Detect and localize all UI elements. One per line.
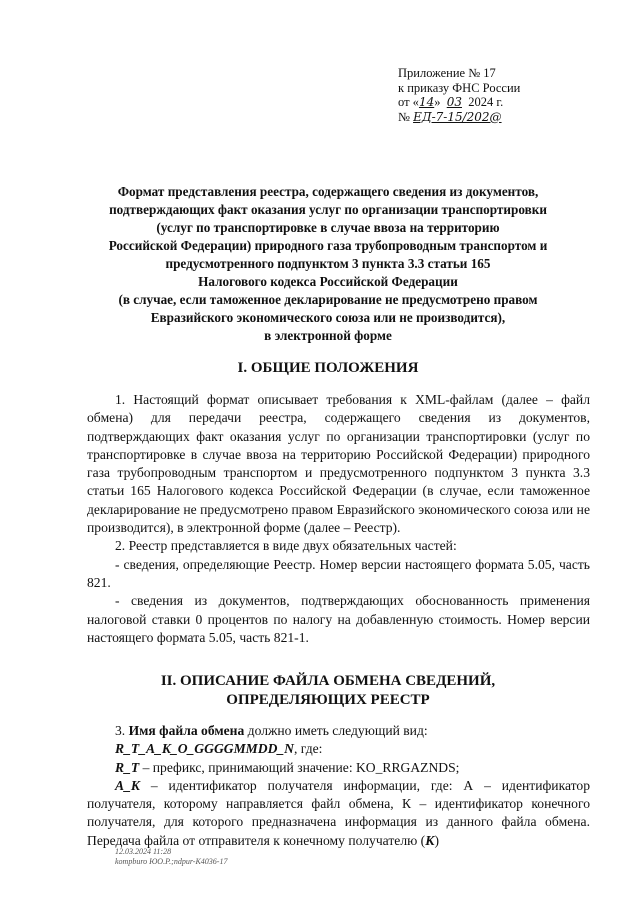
- appendix-date-day: 14: [418, 95, 435, 109]
- term-filename: Имя файла обмена: [128, 723, 245, 738]
- section2-body: [87, 722, 590, 850]
- section1-heading: I. ОБЩИЕ ПОЛОЖЕНИЯ: [237, 360, 419, 376]
- section2-heading: [70, 672, 586, 710]
- title-line: Российской Федерации) природного газа трубопроводным транспортом и: [108, 238, 548, 253]
- title-line: в электронной форме: [264, 328, 392, 343]
- title-line: (услуг по транспортировке в случае ввоза на территорию: [156, 220, 500, 235]
- section1-body: [87, 391, 590, 647]
- paragraph: 3. Имя файла обмена должно иметь следующий вид:: [115, 723, 428, 738]
- appendix-number: Приложение № 17: [398, 66, 496, 80]
- section2-heading-line: ОПРЕДЕЛЯЮЩИХ РЕЕСТР: [226, 692, 430, 708]
- code-prefix: R_T: [115, 759, 140, 775]
- paragraph: - сведения, определяющие Реестр. Номер версии настоящего формата 5.05, часть 821.: [87, 556, 590, 590]
- paragraph: - сведения из документов, подтверждающих обоснованность применения налоговой ставки 0 процентов по налогу на добавленную стоимость. Номер версии настоящего формата 5.05, часть 821-1.: [87, 593, 590, 645]
- appendix-date: от «14» 03 2024 г.: [398, 95, 504, 109]
- paragraph: 1. Настоящий формат описывает требования к XML-файлам (далее – файл обмена) для передачи реестра, содержащего сведения из документов, подтверждающих факт оказания услуг по организации транспортировки (услуг по транспортировке в случае ввоза на территорию Российской Федерации) природного газа трубопроводным транспортом и предусмотренного подпунктом 3 пункта 3.3 статьи 165 Налогового кодекса Российской Федерации (в случае, если таможенное декларирование не предусмотрено правом Евразийского экономического союза или не производится), в электронной форме (далее – Реестр).: [87, 392, 590, 536]
- code-recipient: A_K: [115, 777, 140, 793]
- footer-file-ref: kompburo ЮО.Р.;ndpur-K4036-17: [115, 857, 228, 866]
- appendix-order-number-value: ЕД-7-15/202@: [413, 109, 502, 124]
- page-footer: [115, 847, 227, 867]
- appendix-order-number: № ЕД-7-15/202@: [398, 109, 502, 124]
- paragraph: 2. Реестр представляется в виде двух обязательных частей:: [115, 538, 457, 554]
- title-line: Евразийского экономического союза или не производится),: [150, 310, 506, 325]
- paragraph: A_K – идентификатор получателя информации, где: А – идентификатор получателя, которому направляется файл обмена, К – идентификатор конечного получателя, для которого предназначена информация из данного файла обмена. Передача файла от отправителя к конечному получателю (К): [87, 777, 590, 848]
- section2-heading-line: II. ОПИСАНИЕ ФАЙЛА ОБМЕНА СВЕДЕНИЙ,: [160, 673, 496, 689]
- appendix-header: [398, 66, 520, 124]
- paragraph: R_T – префикс, принимающий значение: KO_RRGAZNDS;: [115, 759, 460, 775]
- footer-timestamp: 12.03.2024 11:28: [115, 847, 172, 856]
- paragraph: R_T_A_K_O_GGGGMMDD_N, где:: [115, 741, 323, 757]
- filename-pattern: R_T_A_K_O_GGGGMMDD_N: [115, 741, 294, 757]
- title-line: Формат представления реестра, содержащего сведения из документов,: [117, 184, 539, 199]
- document-title: [70, 183, 586, 345]
- appendix-date-month: 03: [446, 95, 462, 109]
- title-line: (в случае, если таможенное декларирование не предусмотрено правом: [118, 292, 538, 307]
- title-line: подтверждающих факт оказания услуг по организации транспортировки: [109, 202, 547, 217]
- appendix-order-ref: к приказу ФНС России: [398, 80, 521, 95]
- title-line: Налогового кодекса Российской Федерации: [198, 274, 458, 289]
- title-line: предусмотренного подпунктом 3 пункта 3.3 статьи 165: [165, 256, 491, 271]
